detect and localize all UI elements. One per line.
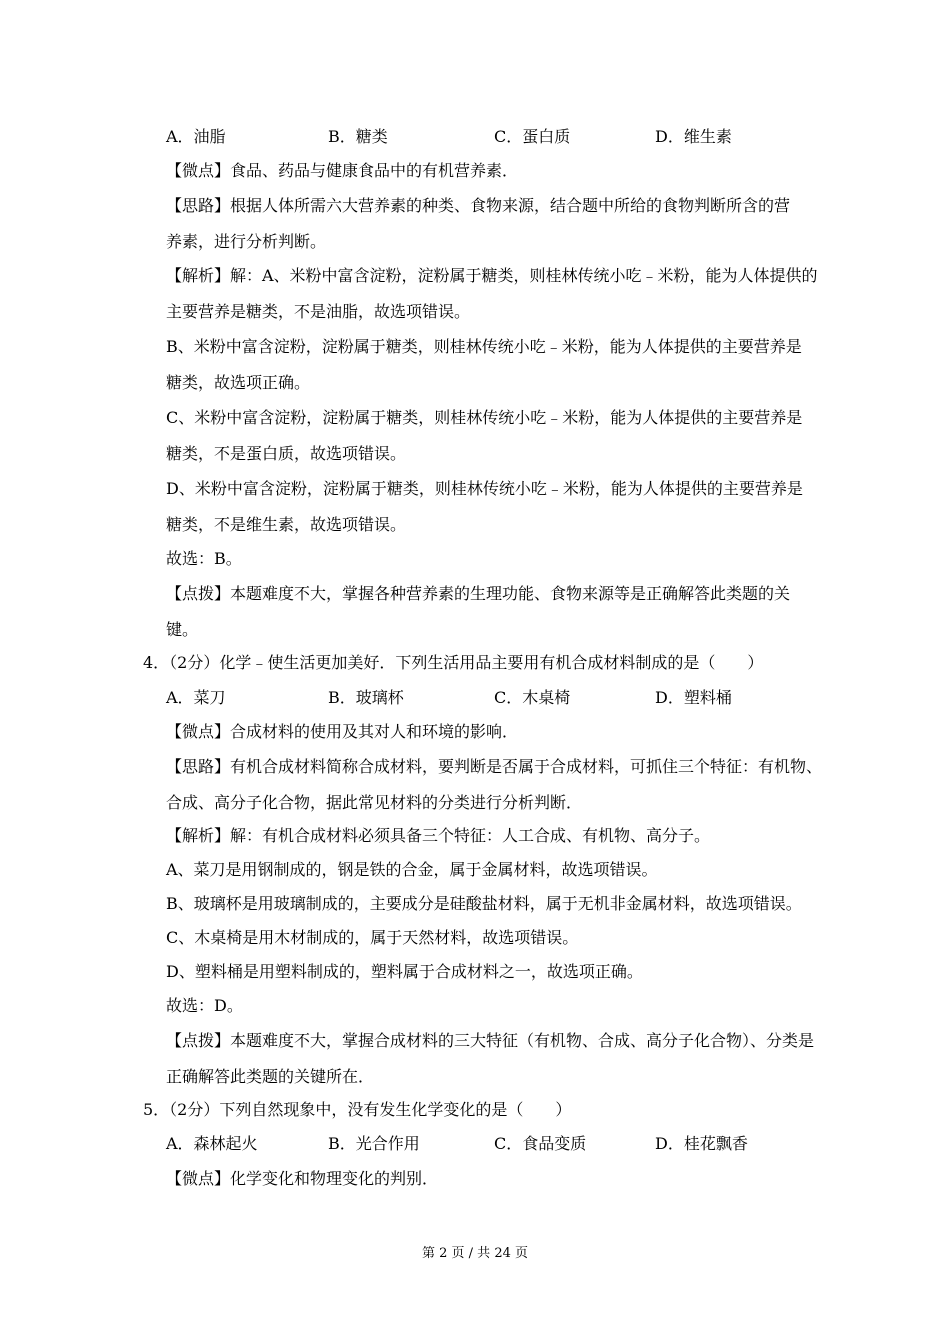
q4-analysis-line-3: B、玻璃杯是用玻璃制成的，主要成分是硅酸盐材料，属于无机非金属材料，故选项错误。 — [166, 894, 802, 913]
q4-option-b: B．玻璃杯 — [328, 688, 404, 707]
q3-analysis-line-1: 【解析】解：A、米粉中富含淀粉，淀粉属于糖类，则桂林传统小吃﹣米粉，能为人体提供的 — [166, 266, 818, 285]
q4-key-point: 【微点】合成材料的使用及其对人和环境的影响． — [166, 722, 519, 741]
q4-analysis-line-4: C、木桌椅是用木材制成的，属于天然材料，故选项错误。 — [166, 928, 579, 947]
q5-option-b: B．光合作用 — [328, 1134, 420, 1153]
q4-remark-line-1: 【点拨】本题难度不大，掌握合成材料的三大特征（有机物、合成、高分子化合物）、分类是 — [166, 1031, 815, 1050]
q5-option-c: C．食品变质 — [494, 1134, 587, 1153]
q3-analysis-line-7: D、米粉中富含淀粉，淀粉属于糖类，则桂林传统小吃﹣米粉，能为人体提供的主要营养是 — [166, 479, 803, 498]
q3-approach-line-2: 养素，进行分析判断。 — [166, 232, 327, 251]
q4-analysis-line-5: D、塑料桶是用塑料制成的，塑料属于合成材料之一，故选项正确。 — [166, 962, 643, 981]
q5-key-point: 【微点】化学变化和物理变化的判别． — [166, 1169, 439, 1188]
q5-option-a: A．森林起火 — [166, 1134, 258, 1153]
q4-option-d: D．塑料桶 — [655, 688, 732, 707]
q3-analysis-line-4: 糖类，故选项正确。 — [166, 373, 311, 392]
q4-approach-line-1: 【思路】有机合成材料简称合成材料，要判断是否属于合成材料，可抓住三个特征：有机物、 — [166, 757, 823, 776]
q4-answer: 故选：D。 — [166, 996, 243, 1015]
q4-option-a: A．菜刀 — [166, 688, 226, 707]
q3-analysis-line-6: 糖类，不是蛋白质，故选项错误。 — [166, 444, 407, 463]
q3-analysis-line-3: B、米粉中富含淀粉，淀粉属于糖类，则桂林传统小吃﹣米粉，能为人体提供的主要营养是 — [166, 337, 802, 356]
q4-analysis-line-1: 【解析】解：有机合成材料必须具备三个特征：人工合成、有机物、高分子。 — [166, 826, 711, 845]
q4-stem: 4．（2分）化学﹣使生活更加美好．下列生活用品主要用有机合成材料制成的是（ ） — [143, 653, 764, 672]
q3-option-a: A．油脂 — [166, 127, 226, 146]
q3-remark-line-1: 【点拨】本题难度不大，掌握各种营养素的生理功能、食物来源等是正确解答此类题的关 — [166, 584, 791, 603]
q3-analysis-line-2: 主要营养是糖类，不是油脂，故选项错误。 — [166, 302, 471, 321]
q3-option-c: C．蛋白质 — [494, 127, 571, 146]
q5-option-d: D．桂花飘香 — [655, 1134, 748, 1153]
q4-option-c: C．木桌椅 — [494, 688, 571, 707]
q3-answer: 故选：B。 — [166, 549, 242, 568]
q3-option-b: B．糖类 — [328, 127, 388, 146]
q3-remark-line-2: 键。 — [166, 620, 199, 639]
q3-analysis-line-5: C、米粉中富含淀粉，淀粉属于糖类，则桂林传统小吃﹣米粉，能为人体提供的主要营养是 — [166, 408, 803, 427]
q3-option-d: D．维生素 — [655, 127, 732, 146]
page-number-footer: 第 2 页 / 共 24 页 — [422, 1246, 528, 1261]
q5-stem: 5．（2分）下列自然现象中，没有发生化学变化的是（ ） — [143, 1100, 572, 1119]
q3-analysis-line-8: 糖类，不是维生素，故选项错误。 — [166, 515, 407, 534]
q4-analysis-line-2: A、菜刀是用钢制成的，钢是铁的合金，属于金属材料，故选项错误。 — [166, 860, 658, 879]
q4-approach-line-2: 合成、高分子化合物，据此常见材料的分类进行分析判断． — [166, 793, 583, 812]
q3-approach-line-1: 【思路】根据人体所需六大营养素的种类、食物来源，结合题中所给的食物判断所含的营 — [166, 196, 791, 215]
q4-remark-line-2: 正确解答此类题的关键所在． — [166, 1067, 375, 1086]
q3-key-point: 【微点】食品、药品与健康食品中的有机营养素． — [166, 161, 519, 180]
